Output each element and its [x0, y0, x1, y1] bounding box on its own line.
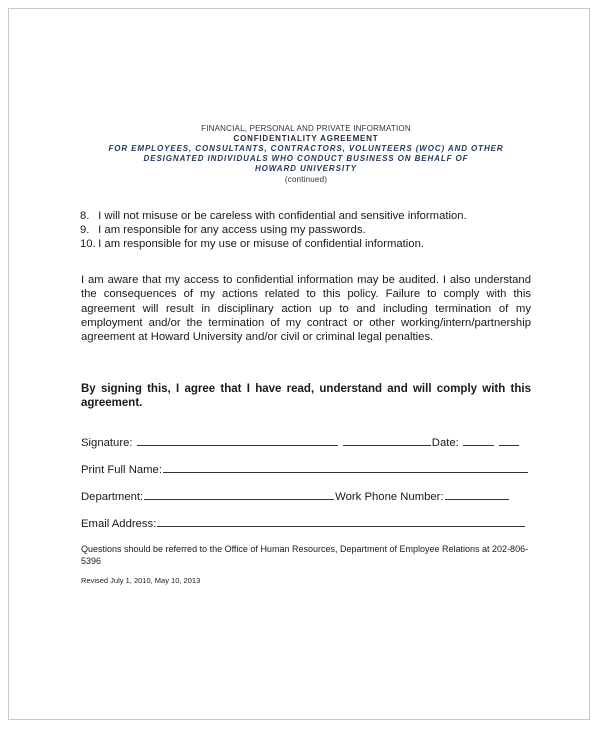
work-phone-label: Work Phone Number:	[335, 491, 444, 503]
signature-label: Signature:	[81, 437, 133, 449]
print-name-label: Print Full Name:	[81, 464, 162, 476]
signing-statement: By signing this, I agree that I have read, understand and will comply with this agreement.	[81, 383, 531, 409]
header-line-1: FINANCIAL, PERSONAL AND PRIVATE INFORMATION	[201, 124, 411, 133]
list-item-number: 9.	[80, 224, 90, 236]
work-phone-field[interactable]	[445, 488, 509, 500]
document-page	[8, 8, 590, 720]
department-label: Department:	[81, 491, 144, 503]
email-label: Email Address:	[81, 518, 157, 530]
print-name-field[interactable]	[163, 461, 528, 473]
signature-row	[81, 434, 520, 450]
revised-date: Revised July 1, 2010, May 10, 2013	[81, 576, 201, 585]
signature-field-extension[interactable]	[343, 434, 431, 446]
email-row	[81, 515, 526, 531]
awareness-paragraph: I am aware that my access to confidential information may be audited. I also understand the consequences of my actions related to this policy. Failure to comply with this agreement will result in disciplinary action up to and including termination of my employment and/or the termination of my contract or other working/intern/partnership agreement at Howard University and/or civil or criminal legal penalties.	[81, 274, 531, 344]
print-name-row	[81, 461, 529, 477]
header-line-3: FOR EMPLOYEES, CONSULTANTS, CONTRACTORS, VOLUNTEERS (WOC) AND OTHER	[108, 144, 504, 153]
date-field[interactable]	[463, 434, 494, 446]
list-item-number: 10.	[80, 238, 96, 250]
department-row	[81, 488, 510, 504]
date-label: Date:	[431, 437, 459, 449]
header-line-5: HOWARD UNIVERSITY	[255, 164, 357, 173]
list-item-text: I will not misuse or be careless with confidential and sensitive information.	[98, 210, 467, 222]
date-field-extension[interactable]	[499, 434, 519, 446]
list-item-text: I am responsible for any access using my passwords.	[98, 224, 366, 236]
document-header	[0, 124, 600, 185]
list-item	[80, 224, 366, 237]
header-continued: (continued)	[284, 175, 328, 184]
header-line-4: DESIGNATED INDIVIDUALS WHO CONDUCT BUSINESS ON BEHALF OF	[143, 154, 469, 163]
questions-note: Questions should be referred to the Office of Human Resources, Department of Employee Relations at 202-806-5396	[81, 544, 529, 566]
list-item	[80, 238, 424, 251]
signature-field[interactable]	[137, 434, 338, 446]
list-item-number: 8.	[80, 210, 90, 222]
header-line-2: CONFIDENTIALITY AGREEMENT	[233, 134, 379, 143]
list-item	[80, 210, 467, 223]
list-item-text: I am responsible for my use or misuse of confidential information.	[98, 238, 425, 250]
department-field[interactable]	[144, 488, 334, 500]
email-field[interactable]	[157, 515, 525, 527]
